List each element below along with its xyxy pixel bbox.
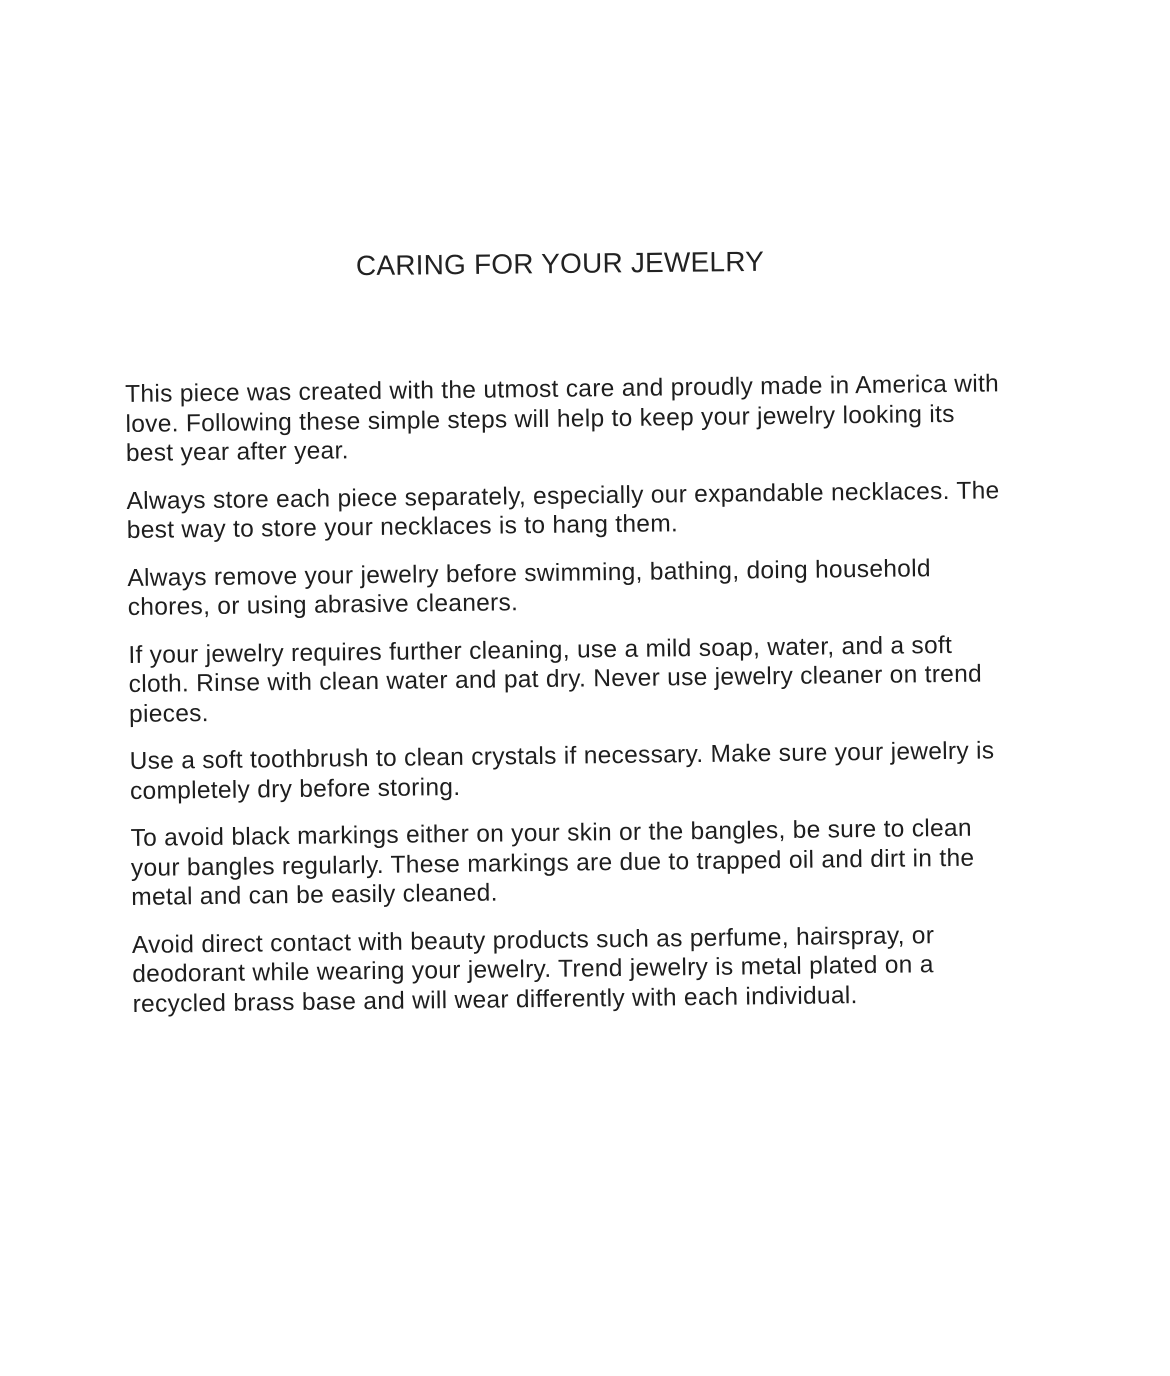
bangles-paragraph: To avoid black markings either on your skin or the bangles, be sure to clean your bangles regularly. These markings are due to trapped oil and dirt in the metal and can be easily cleaned. [130, 814, 975, 911]
page-title: CARING FOR YOUR JEWELRY [355, 245, 765, 282]
intro-paragraph: This piece was created with the utmost care and proudly made in America with love. Following these simple steps will help to keep your jewelry looking its best year after year. [125, 370, 1000, 467]
cleaning-paragraph: If your jewelry requires further cleaning, use a mild soap, water, and a soft cloth. Rinse with clean water and pat dry. Never use jewelry cleaner on trend pieces. [128, 631, 983, 728]
storage-paragraph: Always store each piece separately, especially our expandable necklaces. The best way to store your necklaces is to hang them. [126, 476, 1000, 544]
crystals-paragraph: Use a soft toothbrush to clean crystals if necessary. Make sure your jewelry is completely dry before storing. [129, 737, 995, 805]
removal-paragraph: Always remove your jewelry before swimming, bathing, doing household chores, or using abrasive cleaners. [127, 554, 931, 621]
care-instructions [125, 369, 1013, 1037]
beauty-products-paragraph: Avoid direct contact with beauty products such as perfume, hairspray, or deodorant while wearing your jewelry. Trend jewelry is metal plated on a recycled brass base and will wear differently with each individual. [131, 921, 935, 1018]
